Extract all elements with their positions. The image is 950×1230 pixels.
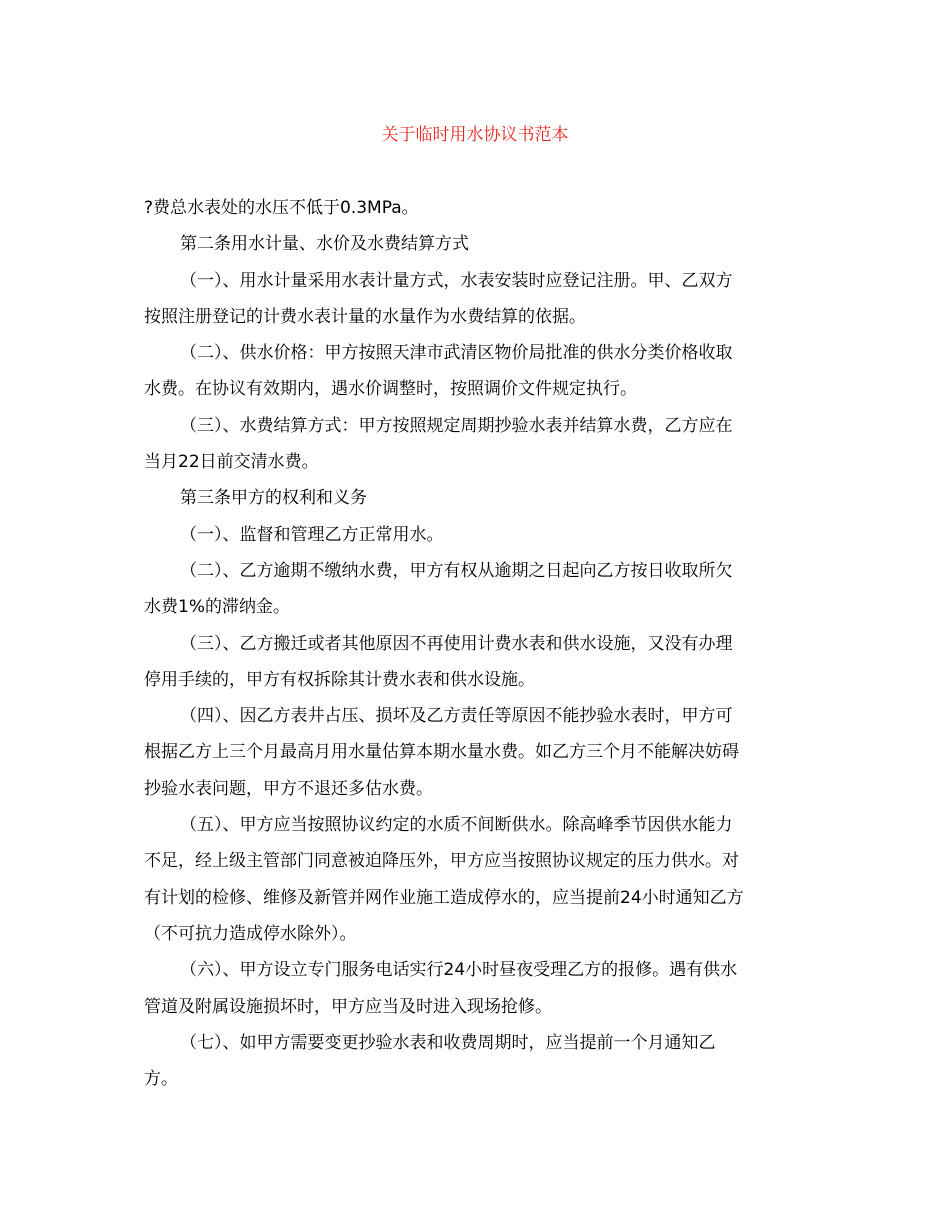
text-line: 停用手续的，甲方有权拆除其计费水表和供水设施。	[144, 669, 535, 690]
text-line: （七）、如甲方需要变更抄验水表和收费周期时，应当提前一个月通知乙	[180, 1032, 716, 1053]
text-line: 水费。在协议有效期内，遇水价调整时，按照调价文件规定执行。	[144, 379, 637, 400]
text-line: 不足，经上级主管部门同意被迫降压外，甲方应当按照协议规定的压力供水。对	[144, 851, 739, 872]
text-line: 按照注册登记的计费水表计量的水量作为水费结算的依据。	[144, 306, 586, 327]
text-line: 当月22日前交清水费。	[144, 452, 319, 473]
text-line: 根据乙方上三个月最高月用水量估算本期水量水费。如乙方三个月不能解决妨碍	[144, 742, 739, 763]
text-line: 方。	[144, 1069, 178, 1090]
text-line: （三）、水费结算方式：甲方按照规定周期抄验水表并结算水费，乙方应在	[180, 415, 733, 436]
text-line: （二）、供水价格：甲方按照天津市武清区物价局批准的供水分类价格收取	[180, 343, 733, 364]
text-line: （二）、乙方逾期不缴纳水费，甲方有权从逾期之日起向乙方按日收取所欠	[180, 560, 733, 581]
text-line: 管道及附属设施损坏时，甲方应当及时进入现场抢修。	[144, 996, 552, 1017]
text-line: （三）、乙方搬迁或者其他原因不再使用计费水表和供水设施，又没有办理	[180, 633, 733, 654]
text-line: （一）、监督和管理乙方正常用水。	[180, 524, 444, 545]
text-line: 有计划的检修、维修及新管并网作业施工造成停水的，应当提前24小时通知乙方	[144, 887, 744, 908]
text-line: ?费总水表处的水压不低于0.3MPa。	[144, 198, 419, 218]
text-line: 第三条甲方的权利和义务	[180, 488, 367, 509]
text-line: （四）、因乙方表井占压、损坏及乙方责任等原因不能抄验水表时，甲方可	[180, 706, 733, 727]
text-line: 水费1%的滞纳金。	[144, 597, 290, 618]
document-title: 关于临时用水协议书范本	[381, 125, 569, 145]
document-body	[144, 196, 808, 1103]
text-line: （五）、甲方应当按照协议约定的水质不间断供水。除高峰季节因供水能力	[180, 815, 733, 836]
text-line: （一）、用水计量采用水表计量方式，水表安装时应登记注册。甲、乙双方	[180, 270, 733, 291]
text-line: 抄验水表问题，甲方不退还多估水费。	[144, 778, 433, 799]
text-line: 第二条用水计量、水价及水费结算方式	[180, 234, 469, 255]
text-line: （不可抗力造成停水除外）。	[144, 923, 357, 944]
text-line: （六）、甲方设立专门服务电话实行24小时昼夜受理乙方的报修。遇有供水	[180, 960, 738, 981]
